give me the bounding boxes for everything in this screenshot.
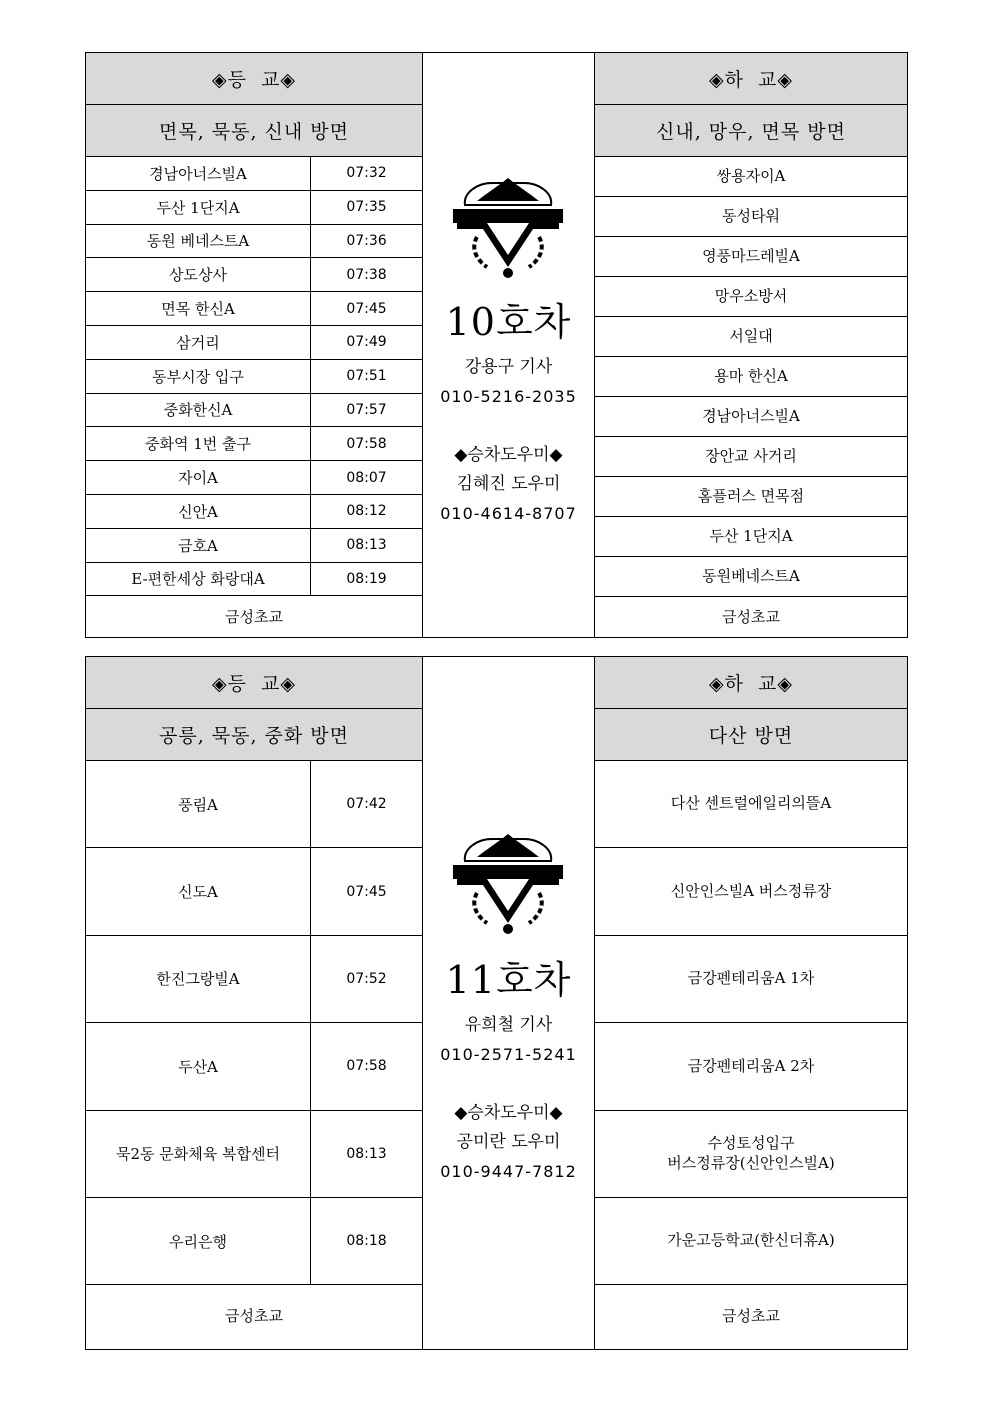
stop-name: 금강펜테리움A 1차 bbox=[687, 969, 815, 988]
stop-name: 면목 한신A bbox=[86, 292, 311, 325]
stop-row bbox=[86, 495, 422, 529]
school-emblem-icon bbox=[447, 829, 569, 939]
stop-time: 07:51 bbox=[346, 368, 387, 385]
stop-row bbox=[86, 191, 422, 225]
bus-11-schedule bbox=[85, 656, 908, 1350]
stop-time: 08:07 bbox=[346, 469, 387, 486]
stop-name: 풍림A bbox=[86, 761, 311, 847]
afternoon-header: ◈하 교◈ bbox=[595, 53, 907, 105]
stop-row bbox=[86, 1023, 422, 1110]
stop-row bbox=[86, 225, 422, 259]
afternoon-column bbox=[595, 53, 907, 637]
stop-time: 07:52 bbox=[346, 970, 387, 987]
stop-row bbox=[595, 437, 907, 477]
morning-column bbox=[86, 657, 423, 1349]
stop-name: 영풍마드레빌A bbox=[702, 246, 800, 265]
stop-name: 용마 한신A bbox=[714, 366, 788, 385]
stop-name: 신안인스빌A 버스정류장 bbox=[670, 881, 832, 900]
stop-name: 묵2동 문화체육 복합센터 bbox=[86, 1111, 311, 1197]
stop-row bbox=[595, 848, 907, 935]
stop-time: 07:57 bbox=[346, 401, 387, 418]
contact-info bbox=[423, 1011, 594, 1186]
stop-name: 동부시장 입구 bbox=[86, 360, 311, 393]
bus-10-schedule bbox=[85, 52, 908, 638]
stop-row bbox=[86, 1111, 422, 1198]
stop-time: 08:19 bbox=[346, 570, 387, 587]
stop-time: 08:18 bbox=[346, 1233, 387, 1250]
stop-time: 08:13 bbox=[346, 1145, 387, 1162]
destination-name: 금성초교 bbox=[225, 607, 283, 626]
stop-name: 망우소방서 bbox=[714, 286, 788, 305]
stop-row bbox=[595, 317, 907, 357]
stop-name: 중화한신A bbox=[86, 394, 311, 427]
afternoon-header: ◈하 교◈ bbox=[595, 657, 907, 709]
stop-row bbox=[595, 197, 907, 237]
stop-row bbox=[595, 277, 907, 317]
destination-name: 금성초교 bbox=[722, 608, 780, 627]
helper-name: 김혜진 도우미 bbox=[456, 474, 561, 494]
driver-name: 유희철 기사 bbox=[464, 1015, 553, 1035]
afternoon-stop-list bbox=[595, 157, 907, 639]
morning-stop-list bbox=[86, 761, 422, 1348]
morning-header: ◈등 교◈ bbox=[86, 53, 422, 105]
destination-row bbox=[86, 1285, 422, 1348]
school-emblem-icon bbox=[447, 173, 569, 283]
stop-row bbox=[595, 761, 907, 848]
stop-row bbox=[595, 936, 907, 1023]
stop-name: 동원 베네스트A bbox=[86, 225, 311, 258]
stop-time: 07:58 bbox=[346, 435, 387, 452]
stop-time: 07:35 bbox=[346, 199, 387, 216]
stop-name: 자이A bbox=[86, 461, 311, 494]
destination-row bbox=[595, 597, 907, 639]
helper-title: ◆승차도우미◆ bbox=[454, 1103, 563, 1123]
stop-row bbox=[86, 360, 422, 394]
driver-name: 강용구 기사 bbox=[464, 357, 553, 377]
stop-time: 07:45 bbox=[346, 300, 387, 317]
stop-name: 경남아너스빌A bbox=[702, 406, 800, 425]
stop-name: 두산A bbox=[86, 1023, 311, 1109]
morning-header: ◈등 교◈ bbox=[86, 657, 422, 709]
stop-name: 상도상사 bbox=[86, 258, 311, 291]
stop-name: 삼거리 bbox=[86, 326, 311, 359]
stop-name: 경남아너스빌A bbox=[86, 157, 311, 190]
stop-name: 다산 센트럴에일리의뜰A bbox=[670, 794, 832, 813]
stop-row bbox=[595, 517, 907, 557]
destination-name: 금성초교 bbox=[722, 1307, 780, 1326]
stop-time: 07:32 bbox=[346, 165, 387, 182]
helper-phone: 010-9447-7812 bbox=[440, 1162, 577, 1181]
stop-row bbox=[86, 848, 422, 935]
stop-row bbox=[86, 1198, 422, 1285]
stop-name: 우리은행 bbox=[86, 1198, 311, 1284]
stop-time: 07:42 bbox=[346, 796, 387, 813]
destination-name: 금성초교 bbox=[225, 1307, 283, 1326]
stop-name: 홈플러스 면목점 bbox=[697, 486, 805, 505]
stop-name: 중화역 1번 출구 bbox=[86, 427, 311, 460]
afternoon-direction: 신내, 망우, 면목 방면 bbox=[595, 105, 907, 157]
helper-title: ◆승차도우미◆ bbox=[454, 445, 563, 465]
stop-name: 동원베네스트A bbox=[702, 566, 800, 585]
stop-row bbox=[595, 477, 907, 517]
stop-row bbox=[595, 357, 907, 397]
stop-row bbox=[86, 326, 422, 360]
stop-time: 07:49 bbox=[346, 334, 387, 351]
stop-time: 08:13 bbox=[346, 537, 387, 554]
driver-phone: 010-2571-5241 bbox=[440, 1045, 577, 1064]
stop-time: 07:38 bbox=[346, 266, 387, 283]
stop-name: 금강펜테리움A 2차 bbox=[687, 1056, 815, 1075]
stop-name: E-편한세상 화랑대A bbox=[86, 563, 311, 596]
stop-name: 장안교 사거리 bbox=[705, 446, 797, 465]
stop-row bbox=[86, 563, 422, 597]
stop-row bbox=[86, 761, 422, 848]
stop-row bbox=[595, 397, 907, 437]
stop-row bbox=[86, 529, 422, 563]
stop-row bbox=[86, 157, 422, 191]
stop-name: 신도A bbox=[86, 848, 311, 934]
morning-direction: 면목, 묵동, 신내 방면 bbox=[86, 105, 422, 157]
bus-number: 11호차 bbox=[445, 958, 572, 1002]
stop-row bbox=[86, 936, 422, 1023]
stop-name: 서일대 bbox=[729, 326, 773, 345]
stop-row bbox=[595, 557, 907, 597]
helper-phone: 010-4614-8707 bbox=[440, 504, 577, 523]
stop-row bbox=[595, 1023, 907, 1110]
bus-info-column bbox=[423, 657, 595, 1349]
afternoon-column bbox=[595, 657, 907, 1349]
stop-time: 08:12 bbox=[346, 503, 387, 520]
destination-row bbox=[86, 596, 422, 638]
stop-row bbox=[595, 1198, 907, 1285]
stop-name: 한진그랑빌A bbox=[86, 936, 311, 1022]
stop-time: 07:45 bbox=[346, 883, 387, 900]
helper-name: 공미란 도우미 bbox=[456, 1132, 561, 1152]
afternoon-stop-list bbox=[595, 761, 907, 1348]
stop-row bbox=[86, 292, 422, 326]
bus-info-column bbox=[423, 53, 595, 637]
destination-row bbox=[595, 1285, 907, 1348]
stop-name: 동성타워 bbox=[722, 206, 780, 225]
morning-stop-list bbox=[86, 157, 422, 638]
stop-name: 수성토성입구 버스정류장(신안인스빌A) bbox=[667, 1134, 835, 1172]
stop-row bbox=[86, 461, 422, 495]
driver-phone: 010-5216-2035 bbox=[440, 387, 577, 406]
stop-row bbox=[86, 394, 422, 428]
stop-row bbox=[595, 157, 907, 197]
stop-row bbox=[595, 237, 907, 277]
stop-name: 쌍용자이A bbox=[716, 166, 786, 185]
stop-name: 가운고등학교(한신더휴A) bbox=[667, 1231, 835, 1250]
stop-name: 두산 1단지A bbox=[709, 526, 793, 545]
stop-row bbox=[595, 1111, 907, 1198]
stop-time: 07:58 bbox=[346, 1058, 387, 1075]
morning-direction: 공릉, 묵동, 중화 방면 bbox=[86, 709, 422, 761]
stop-name: 두산 1단지A bbox=[86, 191, 311, 224]
stop-row bbox=[86, 427, 422, 461]
stop-name: 금호A bbox=[86, 529, 311, 562]
morning-column bbox=[86, 53, 423, 637]
stop-name: 신안A bbox=[86, 495, 311, 528]
stop-row bbox=[86, 258, 422, 292]
bus-number: 10호차 bbox=[445, 300, 572, 344]
afternoon-direction: 다산 방면 bbox=[595, 709, 907, 761]
stop-time: 07:36 bbox=[346, 232, 387, 249]
contact-info bbox=[423, 353, 594, 528]
